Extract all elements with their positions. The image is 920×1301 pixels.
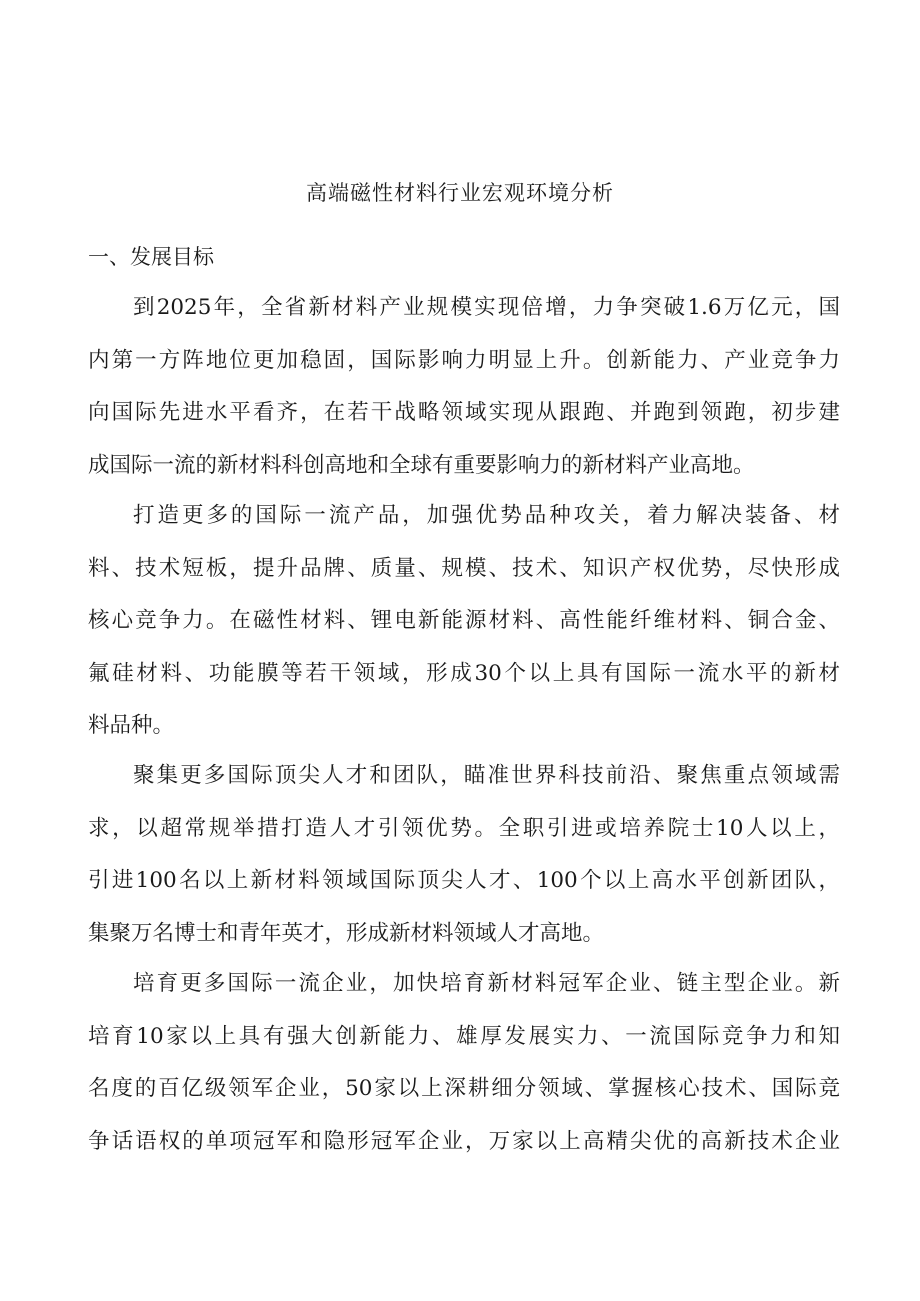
paragraph-line: 料品种。 bbox=[88, 713, 175, 738]
paragraph-line: 向国际先进水平看齐，在若干战略领域实现从跟跑、并跑到领跑，初步建 bbox=[88, 400, 840, 425]
paragraph-line: 培育更多国际一流企业，加快培育新材料冠军企业、链主型企业。新 bbox=[133, 971, 840, 996]
paragraph-line: 引进100名以上新材料领域国际顶尖人才、100个以上高水平创新团队， bbox=[88, 868, 840, 893]
paragraph-line: 到2025年，全省新材料产业规模实现倍增，力争突破1.6万亿元，国 bbox=[133, 295, 840, 320]
paragraph-products bbox=[88, 490, 840, 753]
paragraph-line: 氟硅材料、功能膜等若干领域，形成30个以上具有国际一流水平的新材 bbox=[88, 660, 840, 686]
paragraph-line: 核心竞争力。在磁性材料、锂电新能源材料、高性能纤维材料、铜合金、 bbox=[88, 608, 840, 633]
paragraph-line: 成国际一流的新材料科创高地和全球有重要影响力的新材料产业高地。 bbox=[88, 452, 755, 478]
paragraph-line: 打造更多的国际一流产品，加强优势品种攻关，着力解决装备、材 bbox=[133, 503, 840, 528]
paragraph-line: 名度的百亿级领军企业，50家以上深耕细分领域、掌握核心技术、国际竞 bbox=[88, 1076, 840, 1101]
paragraph-line: 料、技术短板，提升品牌、质量、规模、技术、知识产权优势，尽快形成 bbox=[88, 555, 840, 581]
paragraph-line: 争话语权的单项冠军和隐形冠军企业，万家以上高精尖优的高新技术企业 bbox=[88, 1128, 840, 1154]
paragraph-talent bbox=[88, 750, 840, 960]
paragraph-line: 培育10家以上具有强大创新能力、雄厚发展实力、一流国际竞争力和知 bbox=[88, 1023, 840, 1049]
document-title: 高端磁性材料行业宏观环境分析 bbox=[306, 181, 614, 205]
paragraph-line: 求，以超常规举措打造人才引领优势。全职引进或培养院士10人以上， bbox=[88, 815, 840, 841]
paragraph-line: 集聚万名博士和青年英才，形成新材料领域人才高地。 bbox=[88, 920, 605, 946]
paragraph-line: 内第一方阵地位更加稳固，国际影响力明显上升。创新能力、产业竞争力 bbox=[88, 347, 840, 373]
section-heading: 一、发展目标 bbox=[88, 245, 214, 269]
paragraph-development-scale bbox=[88, 282, 840, 492]
paragraph-enterprises bbox=[88, 958, 840, 1168]
paragraph-line: 聚集更多国际顶尖人才和团队，瞄准世界科技前沿、聚焦重点领域需 bbox=[133, 763, 840, 788]
